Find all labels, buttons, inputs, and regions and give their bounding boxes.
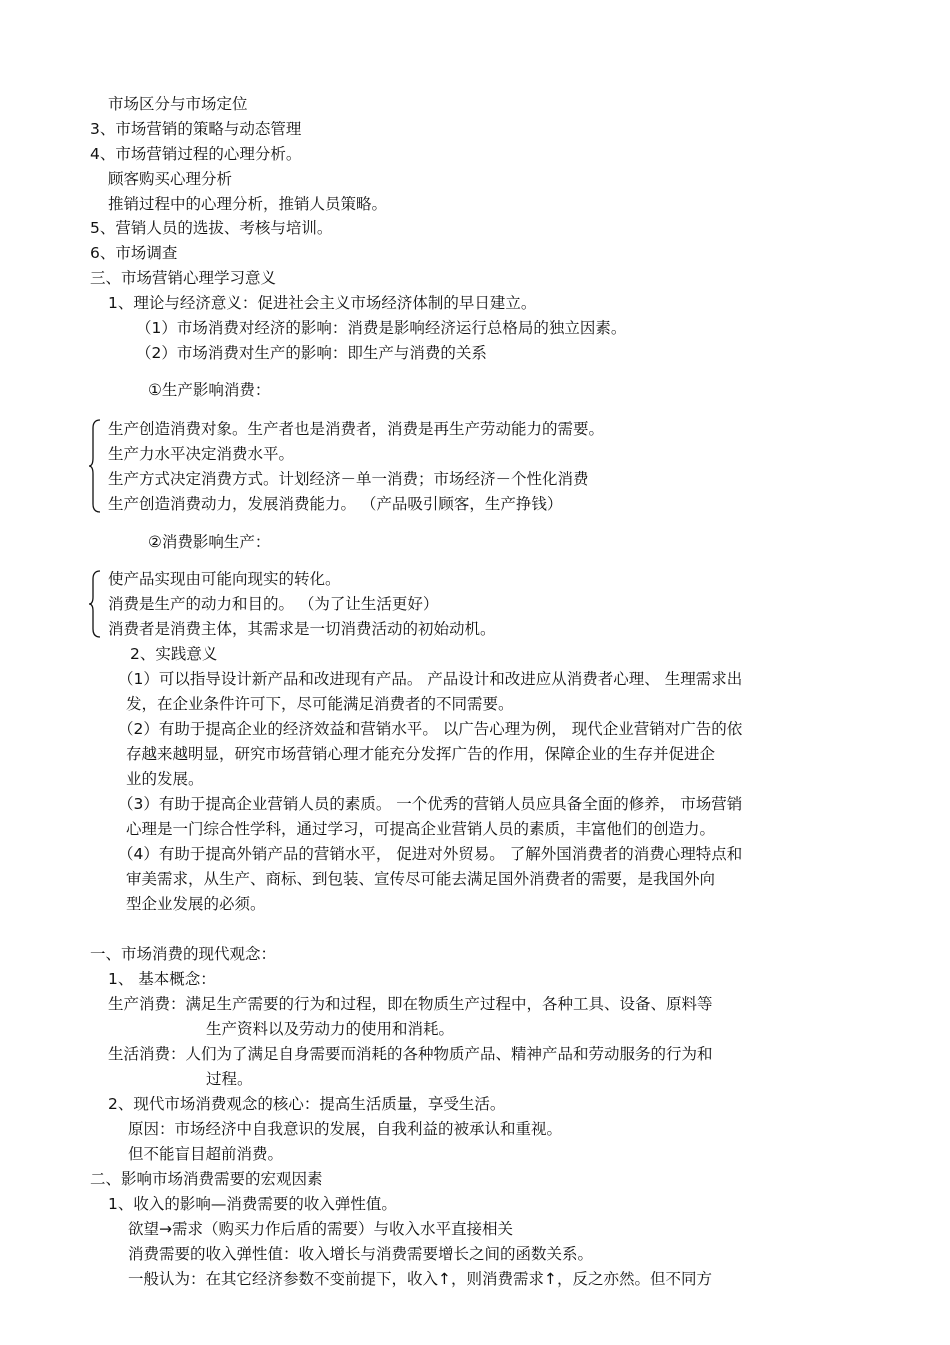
text-line: 3、市场营销的策略与动态管理	[90, 120, 302, 138]
text-line: 发，在企业条件许可下，尽可能满足消费者的不同需要。	[126, 695, 514, 713]
text-line: 生产创造消费对象。生产者也是消费者，消费是再生产劳动能力的需要。	[108, 420, 605, 438]
text-line: 市场区分与市场定位	[108, 95, 248, 113]
text-line: 生产资料以及劳动力的使用和消耗。	[206, 1020, 455, 1038]
text-line: 审美需求，从生产、商标、到包装、宣传尽可能去满足国外消费者的需要，是我国外向	[126, 870, 716, 888]
section-heading: 一、市场消费的现代观念：	[90, 945, 277, 963]
text-line: 生产方式决定消费方式。计划经济－单一消费；市场经济－个性化消费	[108, 470, 589, 488]
text-line: 顾客购买心理分析	[108, 170, 233, 188]
text-line: （2）市场消费对生产的影响：即生产与消费的关系	[136, 344, 487, 362]
text-line: （2）有助于提高企业的经济效益和营销水平。 以广告心理为例， 现代企业营销对广告的依	[118, 720, 743, 738]
text-line: 使产品实现由可能向现实的转化。	[108, 570, 341, 588]
text-line: 消费者是消费主体，其需求是一切消费活动的初始动机。	[108, 620, 496, 638]
text-line: （1）可以指导设计新产品和改进现有产品。 产品设计和改进应从消费者心理、 生理需求出	[118, 670, 743, 688]
text-line: 2、实践意义	[130, 645, 218, 663]
text-line: 一般认为：在其它经济参数不变前提下，收入↑，则消费需求↑，反之亦然。但不同方	[128, 1270, 712, 1288]
text-line: 消费需要的收入弹性值：收入增长与消费需要增长之间的函数关系。	[128, 1245, 594, 1263]
text-line: 4、市场营销过程的心理分析。	[90, 145, 302, 163]
text-line: 存越来越明显，研究市场营销心理才能充分发挥广告的作用，保障企业的生存并促进企	[126, 745, 716, 763]
text-line: 原因：市场经济中自我意识的发展，自我利益的被承认和重视。	[128, 1120, 563, 1138]
text-line: 生活消费：人们为了满足自身需要而消耗的各种物质产品、精神产品和劳动服务的行为和	[108, 1045, 713, 1063]
text-line: 推销过程中的心理分析，推销人员策略。	[108, 195, 388, 213]
text-line: 6、市场调查	[90, 244, 178, 262]
text-line: 过程。	[206, 1070, 253, 1088]
section-heading: 三、市场营销心理学习意义	[90, 269, 277, 287]
text-line: 生产消费：满足生产需要的行为和过程，即在物质生产过程中，各种工具、设备、原料等	[108, 995, 713, 1013]
text-line: （4）有助于提高外销产品的营销水平， 促进对外贸易。 了解外国消费者的消费心理特点和	[118, 845, 743, 863]
text-line: 欲望→需求（购买力作后盾的需要）与收入水平直接相关	[128, 1220, 513, 1238]
text-line: ①生产影响消费：	[148, 381, 271, 399]
text-line: 生产创造消费动力，发展消费能力。 （产品吸引顾客，生产挣钱）	[108, 495, 563, 513]
text-line: 1、理论与经济意义：促进社会主义市场经济体制的早日建立。	[108, 294, 537, 312]
text-line: 消费是生产的动力和目的。 （为了让生活更好）	[108, 595, 439, 613]
text-line: 心理是一门综合性学科，通过学习，可提高企业营销人员的素质，丰富他们的创造力。	[126, 820, 716, 838]
text-line: 1、 基本概念：	[108, 970, 216, 988]
left-brace-icon	[88, 569, 102, 639]
text-line: 1、收入的影响—消费需要的收入弹性值。	[108, 1195, 397, 1213]
left-brace-icon	[88, 418, 102, 514]
section-heading: 二、影响市场消费需要的宏观因素	[90, 1170, 323, 1188]
text-line: 5、营销人员的选拔、考核与培训。	[90, 219, 333, 237]
text-line: 业的发展。	[126, 770, 204, 788]
text-line: 生产力水平决定消费水平。	[108, 445, 295, 463]
text-line: （1）市场消费对经济的影响：消费是影响经济运行总格局的独立因素。	[136, 319, 627, 337]
text-line: 2、现代市场消费观念的核心：提高生活质量，享受生活。	[108, 1095, 506, 1113]
text-line: ②消费影响生产：	[148, 533, 271, 551]
text-line: （3）有助于提高企业营销人员的素质。 一个优秀的营销人员应具备全面的修养， 市场营销	[118, 795, 743, 813]
text-line: 但不能盲目超前消费。	[128, 1145, 284, 1163]
text-line: 型企业发展的必须。	[126, 895, 266, 913]
